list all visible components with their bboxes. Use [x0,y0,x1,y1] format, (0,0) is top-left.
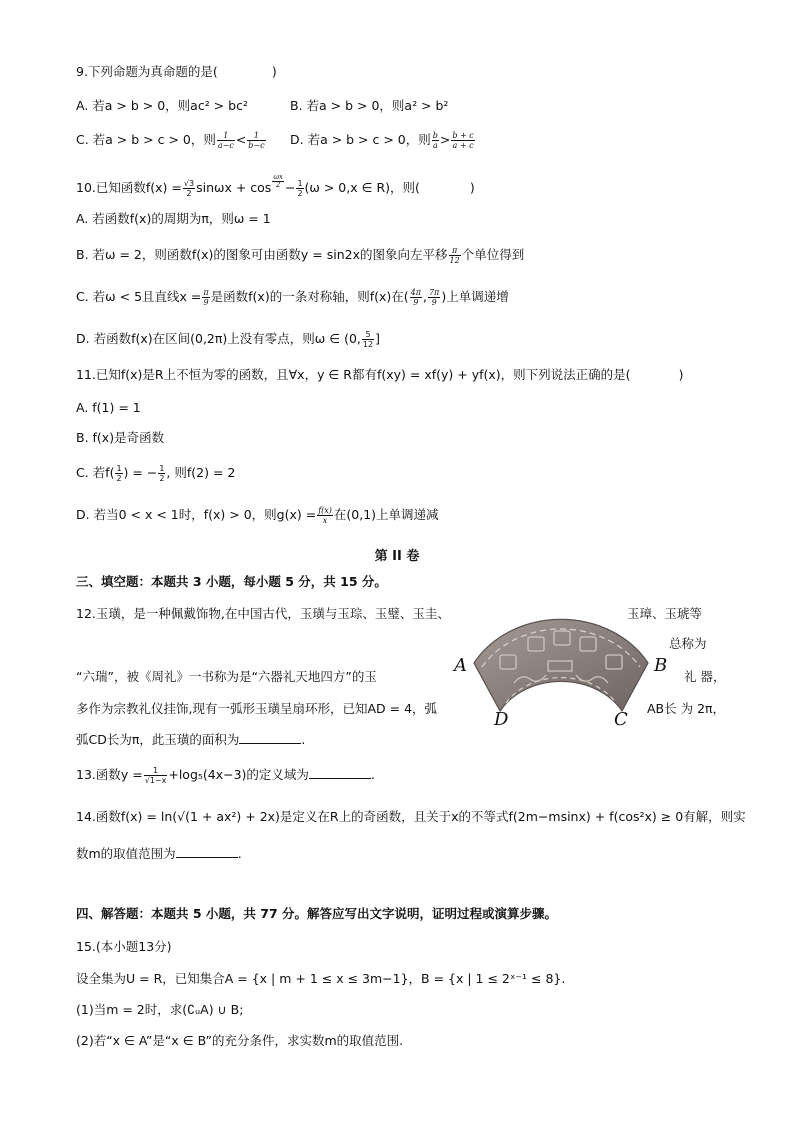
q11-stem [76,366,683,384]
q10-option-a: A. 若函数f(x)的周期为π，则ω = 1 [76,211,271,226]
q11-d-post: 在(0,1)上单调递减 [333,507,439,522]
q14-answer-blank [176,857,238,858]
q11-d-frac: $\frac{f(x)}{x}$ [318,506,332,525]
q14-line1: 14.函数f(x) = ln(√(1 + ax²) + 2x)是定义在R上的奇函数，且关于x的不等式f(2m−msinx) + f(cos²x) ≥ 0有解，则实 [76,809,746,824]
q11-option-a: A. f(1) = 1 [76,400,141,415]
q9-d-gt: > [439,132,451,147]
jade-huang-figure [452,603,668,733]
q12-line1b: 玉璋、玉琥等 [627,606,703,621]
q12-answer-blank [239,743,301,744]
q9-option-d [290,131,476,150]
q11-c-frac2: $\frac{1}{2}$ [159,464,165,483]
q11-c-mid: ) = − [123,465,158,480]
q12-line5 [76,731,305,749]
q15-heading: 15.(本小题13分) [76,939,172,954]
q12-line1a: 12.玉璜，是一种佩戴饰物,在中国古代，玉璜与玉琮、玉璧、玉圭、 [76,606,450,621]
q10-c-frac: $\frac{\pi}{9}$ [203,288,209,307]
q9-option-a: A. 若a > b > 0，则ac² > bc² [76,98,248,113]
q9-stem-end: ) [271,64,277,79]
q12-line3a: “六瑞”，被《周礼》一书称为是“六器礼天地四方”的玉 [76,669,377,684]
q10-b-post: 个单位得到 [461,247,525,262]
q9-c-frac1: $\frac{1}{a-c}$ [217,131,234,150]
q11-stem-text: 11.已知f(x)是R上不恒为零的函数，且∀x，y ∈ R都有f(xy) = xf(y) + yf(x)，则下列说法正确的是( [76,367,631,382]
q9-c-lt: < [235,132,247,147]
q9-c-frac2: $\frac{1}{b-c}$ [248,131,265,150]
q9-d-pre: D. 若a > b > c > 0，则 [290,132,431,147]
q9-d-frac2: $\frac{b + c}{a + c}$ [452,131,474,150]
figure-label-b: B [654,655,668,676]
q9-c-pre: C. 若a > b > c > 0，则 [76,132,216,147]
q14-line2 [76,845,242,863]
q13-post: +log₅(4x−3)的定义域为 [168,767,309,782]
q10-b-frac: $\frac{\pi}{12}$ [449,246,460,265]
q10-c-int2: $\frac{7\pi}{9}$ [428,288,440,307]
q10-option-c [76,288,509,307]
q13-pre: 13.函数y = [76,767,143,782]
q14-end: . [237,846,242,861]
q10-frac-half: $\frac{1}{2}$ [297,179,303,199]
q10-option-b [76,246,524,265]
jade-huang-image [452,603,668,733]
q13-answer-blank [309,778,371,779]
q10-mid: sinωx + cos [196,180,272,196]
q10-d-frac: $\frac{5}{12}$ [362,330,374,349]
section3-heading: 三、填空题：本题共 3 小题，每小题 5 分，共 15 分。 [76,574,387,589]
q10-d-post: ] [375,331,380,346]
q11-stem-end: ) [678,367,684,382]
q11-option-b: B. f(x)是奇函数 [76,430,165,445]
q10-end: ) [469,180,475,196]
q15-line2: (1)当m = 2时，求(∁ᵤA) ∪ B; [76,1002,244,1017]
q10-c-mid: 是函数f(x)的一条对称轴，则f(x)在( [210,289,409,304]
q9-stem-text: 9.下列命题为真命题的是( [76,64,218,79]
q11-c-frac1: $\frac{1}{2}$ [116,464,122,483]
q12-line4b: AB长 为 2π， [647,701,726,716]
section4-heading: 四、解答题：本题共 5 小题，共 77 分。解答应写出文字说明，证明过程或演算步骤。 [76,906,558,921]
q10-sup-frac: $\frac{\omega x}{2}$ [273,173,283,189]
q10-c-pre: C. 若ω < 5且直线x = [76,289,202,304]
q14-line2-text: 数m的取值范围为 [76,846,176,861]
q11-c-pre: C. 若f( [76,465,115,480]
q13-frac: $\frac{1}{√1-x}$ [144,766,167,785]
figure-label-a: A [454,655,467,676]
q12-line5-text: 弧CD长为π，此玉璜的面积为 [76,732,240,747]
q12-line4a: 多作为宗教礼仪挂饰,现有一弧形玉璜呈扇环形，已知AD = 4，弧 [76,701,438,716]
q11-option-c [76,464,235,483]
q9-d-frac1: $\frac{b}{a}$ [432,131,438,150]
q12-line2b: 总称为 [669,636,707,651]
q10-option-d [76,330,380,349]
q9-option-b: B. 若a > b > 0，则a² > b² [290,98,449,113]
q10-cond: (ω > 0,x ∈ R)，则( [304,180,420,196]
q10-b-pre: B. 若ω = 2，则函数f(x)的图象可由函数y = sin2x的图象向左平移 [76,247,448,262]
q10-d-pre: D. 若函数f(x)在区间(0,2π)上没有零点，则ω ∈ (0, [76,331,361,346]
q9-option-c [76,131,267,150]
q11-d-pre: D. 若当0 < x < 1时，f(x) > 0，则g(x) = [76,507,317,522]
q11-option-d [76,506,439,525]
q10-c-post: )上单调递增 [441,289,509,304]
q9-stem [76,63,277,81]
q11-c-post: , 则f(2) = 2 [166,465,236,480]
q15-line3: (2)若“x ∈ A”是“x ∈ B”的充分条件，求实数m的取值范围. [76,1033,404,1048]
figure-label-d: D [494,709,509,730]
q10-c-int1: $\frac{4\pi}{9}$ [410,288,421,307]
q10-pre: 10.已知函数f(x) = [76,180,182,196]
q15-line1: 设全集为U = R，已知集合A = {x | m + 1 ≤ x ≤ 3m−1}，B = {x | 1 ≤ 2ˣ⁻¹ ≤ 8}. [76,971,566,986]
q10-stem [76,174,475,198]
q12-line3b: 礼 器， [684,669,726,684]
q10-frac-sqrt3: $\frac{√3}{2}$ [183,179,195,199]
part2-title: 第 II 卷 [374,549,420,564]
q13-end: . [370,767,375,782]
q10-c-comma: , [422,289,427,304]
figure-label-c: C [614,709,628,730]
q12-line5-end: . [301,732,306,747]
q10-minus: − [284,180,296,196]
q13 [76,766,375,785]
